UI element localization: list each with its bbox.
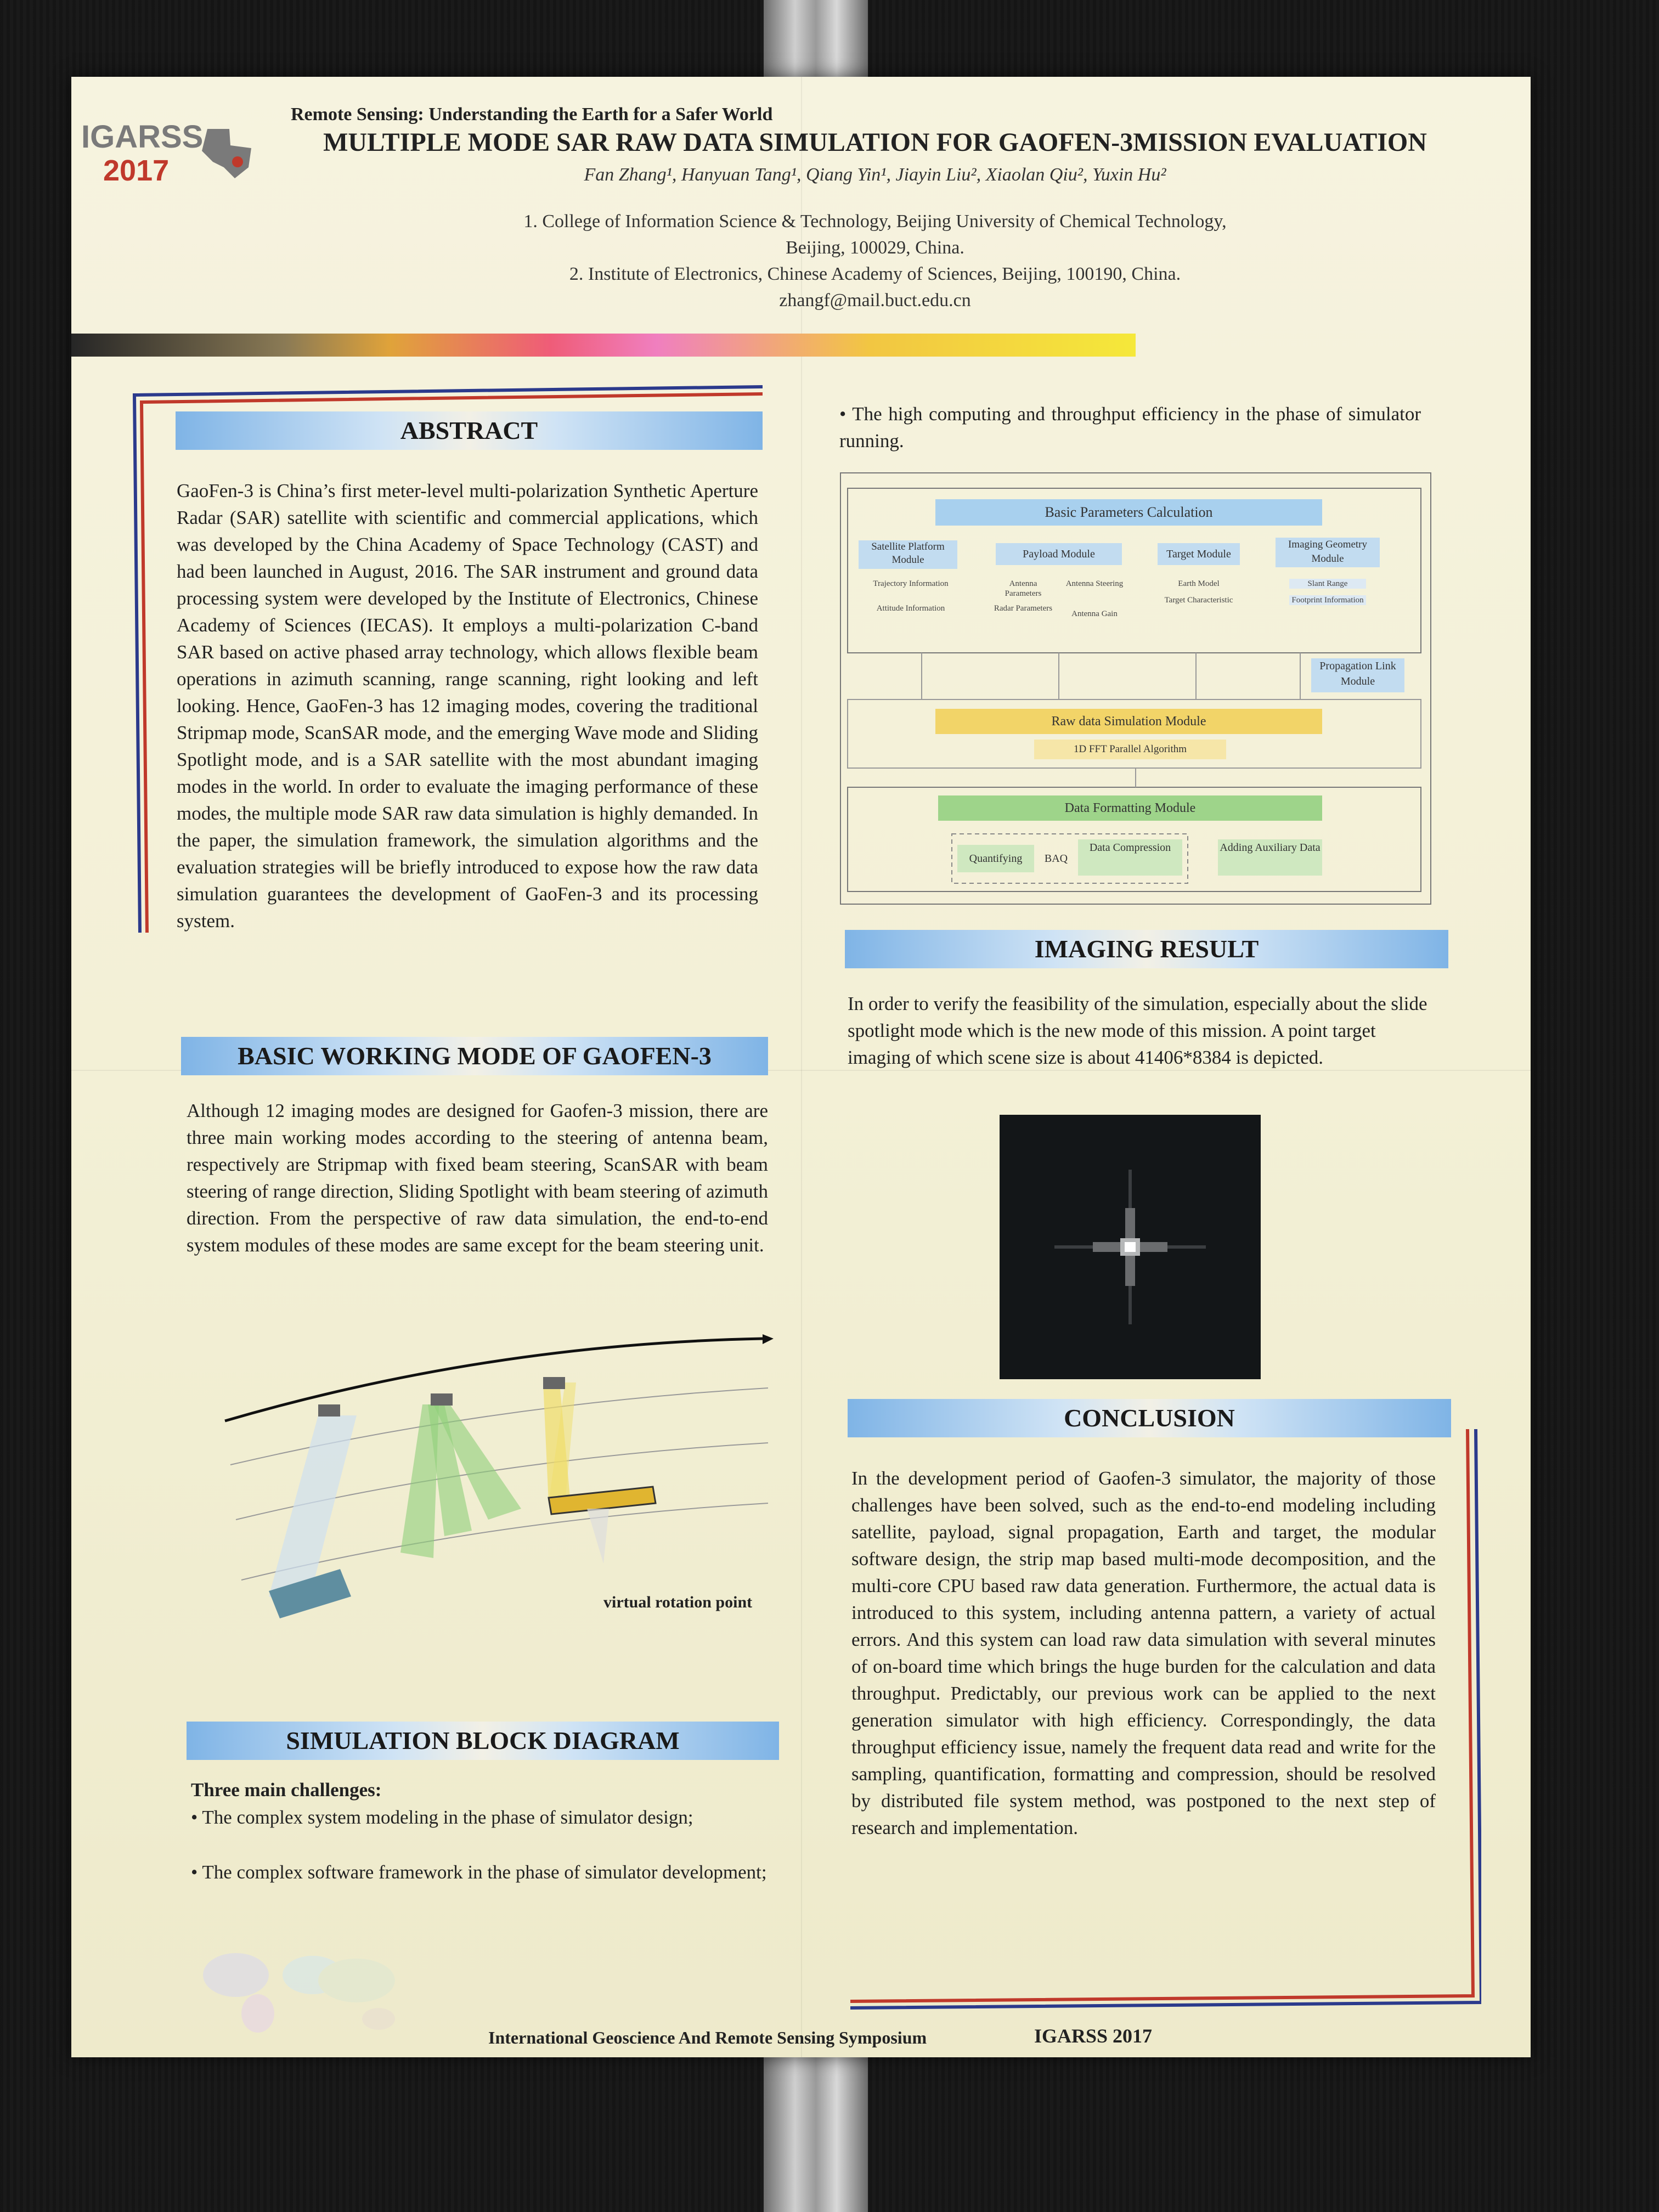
world-map-watermark [198, 1942, 406, 2035]
affiliation-line: 1. College of Information Science & Technology, Beijing University of Chemical Technology, [523, 211, 1227, 232]
data-compression-block: Data Compression [1078, 839, 1182, 876]
logo-year: 2017 [103, 154, 170, 187]
texas-map-icon [196, 123, 257, 184]
imaging-result-heading: IMAGING RESULT [845, 930, 1448, 968]
quantifying-block: Quantifying [957, 845, 1034, 872]
antenna-steering: Antenna Steering [1065, 579, 1124, 588]
data-formatting-block: Data Formatting Module [938, 795, 1322, 821]
footer-event: IGARSS 2017 [1034, 2025, 1153, 2047]
basic-mode-text: Although 12 imaging modes are designed for Gaofen-3 mission, there are three main working modes according to the steering of antenna beam, respectively are Stripmap with fixed beam steering, ScanSAR with beam steering of range direction, Sliding Spotlight with beam steering of azimuth direction. From the perspective of raw data simulation, the end-to-end system modules of these modes are same except for the beam steering unit. [187, 1100, 768, 1256]
working-modes-figure [214, 1322, 774, 1651]
imaging-geometry-block: Imaging Geometry Module [1276, 538, 1380, 567]
footer-symposium: International Geoscience And Remote Sensing Symposium [488, 2028, 927, 2047]
simulation-heading: SIMULATION BLOCK DIAGRAM [187, 1722, 779, 1760]
poster [71, 77, 1531, 2057]
slant-range: Slant Range [1289, 579, 1366, 589]
decorative-color-bar [71, 334, 1136, 357]
affiliations [258, 208, 1492, 314]
virtual-rotation-point-label: virtual rotation point [603, 1593, 753, 1611]
basic-parameters-block: Basic Parameters Calculation [935, 499, 1322, 526]
tagline: Remote Sensing: Understanding the Earth for a Safer World [291, 104, 773, 125]
affiliation-line: Beijing, 100029, China. [786, 238, 964, 258]
payload-block: Payload Module [996, 543, 1122, 565]
logo-text: IGARSS [81, 119, 204, 155]
propagation-link-block: Propagation Link Module [1311, 658, 1404, 692]
fold-line-vertical [801, 77, 802, 2057]
igarss-logo [81, 121, 262, 198]
challenge-bullet: • The complex system modeling in the phase of simulator design; [191, 1807, 693, 1828]
point-target-image [1000, 1115, 1261, 1379]
antenna-gain: Antenna Gain [1071, 610, 1118, 618]
stand-pole-bottom [764, 2052, 868, 2212]
authors: Fan Zhang¹, Hanyuan Tang¹, Qiang Yin¹, Jiayin Liu², Xiaolan Qiu², Yuxin Hu² [584, 165, 1166, 185]
simulation-block-diagram [839, 472, 1432, 905]
email: zhangf@mail.buct.edu.cn [779, 290, 971, 311]
challenge-bullet-right: • The high computing and throughput efficiency in the phase of simulator running. [839, 403, 1421, 452]
challenge-bullet: • The complex software framework in the phase of simulator development; [191, 1861, 767, 1883]
antenna-parameters: Antenna Parameters [1005, 579, 1042, 598]
challenges-subheading: Three main challenges: [191, 1779, 382, 1801]
earth-model: Earth Model [1178, 579, 1220, 588]
abstract-heading: ABSTRACT [176, 411, 763, 450]
point-target-render [1000, 1115, 1261, 1379]
radar-parameters: Radar Parameters [994, 604, 1053, 613]
basic-mode-heading: BASIC WORKING MODE OF GAOFEN-3 [181, 1037, 768, 1075]
conclusion-heading: CONCLUSION [848, 1399, 1451, 1437]
attitude-info: Attitude Information [876, 604, 945, 613]
raw-data-simulation-block: Raw data Simulation Module [935, 709, 1322, 734]
target-block: Target Module [1158, 543, 1240, 565]
trajectory-info: Trajectory Information [873, 579, 949, 588]
auxiliary-data-block: Adding Auxiliary Data [1218, 839, 1322, 876]
satellite-platform-block: Satellite Platform Module [859, 540, 957, 569]
conclusion-text: In the development period of Gaofen-3 simulator, the majority of those challenges have been solved, such as the end-to-end modeling including satellite, payload, signal propagation, Earth and target, the modular software design, the strip map based multi-mode decomposition, and the multi-core CPU based raw data generation. Furthermore, the actual data is introduced to this system, including antenna pattern, a variety of actual errors. And this system can load raw data simulation with several minutes of on-board time which brings the huge burden for the calculation and data throughput. Predictably, our previous work can be applied to the next generation simulator with high efficiency. Correspondingly, the data throughput efficiency issue, namely the frequent data read and write for the sampling, quantification, formatting and compression, should be resolved by distributed file system method, was postponed to the next step of research and implementation. [851, 1468, 1436, 1838]
poster-title: MULTIPLE MODE SAR RAW DATA SIMULATION FOR GAOFEN-3MISSION EVALUATION [323, 128, 1427, 157]
abstract-text: GaoFen-3 is China’s first meter-level multi-polarization Synthetic Aperture Radar (SAR) satellite with scientific and commercial applications, which was developed by the China Academy of Space Technology (CAST) and had been launched in August, 2016. The SAR instrument and ground data processing system were developed by the Institute of Electronics, Chinese Academy of Sciences (IECAS). It employs a multi-polarization C-band SAR based on active phased array technology, which allows flexible beam operations in azimuth scanning, range scanning, right looking and left looking. Hence, GaoFen-3 has 12 imaging modes, covering the traditional Stripmap mode, ScanSAR mode, and the emerging Wave mode and Sliding Spotlight mode, and is a SAR satellite with the most abundant imaging modes in the world. In order to evaluate the imaging performance of these modes, the multiple mode SAR raw data simulation is highly demanded. In the paper, the simulation framework, the simulation algorithms and the evaluation strategies will be briefly introduced to expose how the raw data simulation guarantees the development of GaoFen-3 and its processing system. [177, 480, 758, 932]
affiliation-line: 2. Institute of Electronics, Chinese Academy of Sciences, Beijing, 100190, China. [569, 264, 1181, 284]
imaging-result-text: In order to verify the feasibility of the simulation, especially about the slide spotlight mode which is the new mode of this mission. A point target imaging of which scene size is about 41406*8384 is depicted. [848, 993, 1427, 1068]
footprint-info: Footprint Information [1289, 595, 1366, 605]
fft-algorithm-block: 1D FFT Parallel Algorithm [1034, 740, 1226, 759]
target-characteristic: Target Characteristic [1164, 596, 1233, 605]
baq-block: BAQ [1044, 853, 1068, 865]
